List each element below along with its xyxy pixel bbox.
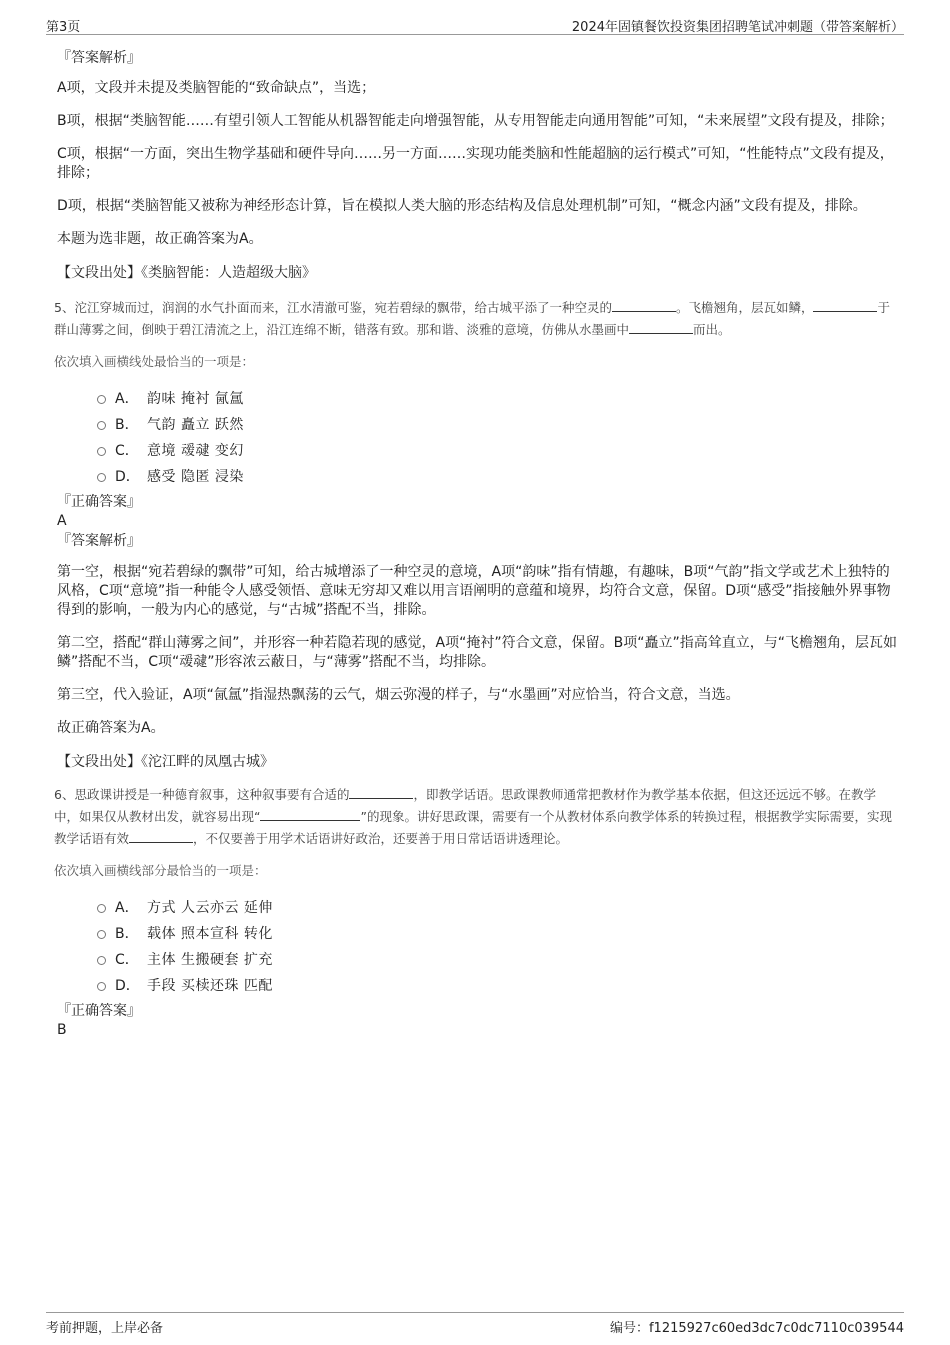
analysis-conclusion: 故正确答案为A。 bbox=[57, 720, 165, 736]
option-d[interactable]: D． 感受 隐匿 浸染 bbox=[97, 463, 897, 489]
radio-icon[interactable] bbox=[97, 473, 106, 482]
fill-blank bbox=[349, 785, 413, 799]
document-title: 2024年固镇餐饮投资集团招聘笔试冲刺题（带答案解析） bbox=[571, 20, 904, 35]
option-a[interactable]: A． 方式 人云亦云 延伸 bbox=[97, 894, 897, 920]
question-6-stem: 6、思政课讲授是一种德育叙事，这种叙事要有合适的 ，即教学话语。思政课教师通常把教材作为教学基本依据，但这还远远不够。在教学中，如果仅从教材出发，就容易出现“ ”的现象。讲好思政课，需要有一个从教材体系向教学体系的转换过程，根据教学实际需要，实现教学话语有效 ，不仅要善于用学术话语讲好政治，还要善于用日常话语讲透理论。 bbox=[54, 787, 892, 846]
option-c[interactable]: C． 意境 叆叇 变幻 bbox=[97, 437, 897, 463]
radio-icon[interactable] bbox=[97, 930, 106, 939]
correct-answer-label: 『正确答案』 bbox=[57, 1003, 141, 1019]
fill-blank bbox=[612, 298, 676, 312]
page-number: 第3页 bbox=[46, 20, 81, 35]
analysis-paragraph: 第二空，搭配“群山薄雾之间”，并形容一种若隐若现的感觉，A项“掩衬”符合文意，保留。B项“矗立”指高耸直立，与“飞檐翘角，层瓦如鳞”搭配不当，C项“叆叇”形容浓云蔽日，与“薄雾”搭配不当，均排除。 bbox=[57, 635, 897, 670]
analysis-label: 『答案解析』 bbox=[57, 50, 141, 66]
analysis-line: C项，根据“一方面，突出生物学基础和硬件导向……另一方面……实现功能类脑和性能超脑的运行模式”可知，“性能特点”文段有提及，排除； bbox=[57, 146, 894, 181]
analysis-label: 『答案解析』 bbox=[57, 533, 141, 549]
passage-source: 【文段出处】《沱江畔的凤凰古城》 bbox=[57, 754, 274, 770]
option-d[interactable]: D． 手段 买椟还珠 匹配 bbox=[97, 972, 897, 998]
radio-icon[interactable] bbox=[97, 395, 106, 404]
footer-slogan: 考前押题，上岸必备 bbox=[46, 1321, 164, 1336]
analysis-line: B项，根据“类脑智能……有望引领人工智能从机器智能走向增强智能，从专用智能走向通用智能”可知，“未来展望”文段有提及，排除； bbox=[57, 113, 894, 129]
page-header bbox=[46, 14, 904, 35]
page-content bbox=[54, 42, 897, 1039]
radio-icon[interactable] bbox=[97, 904, 106, 913]
radio-icon[interactable] bbox=[97, 421, 106, 430]
option-c[interactable]: C． 主体 生搬硬套 扩充 bbox=[97, 946, 897, 972]
document-code: 编号：f1215927c60ed3dc7c0dc7110c039544 bbox=[609, 1321, 904, 1336]
option-a[interactable]: A． 韵味 掩衬 氤氲 bbox=[97, 385, 897, 411]
correct-answer-label: 『正确答案』 bbox=[57, 494, 141, 510]
analysis-paragraph: 第一空，根据“宛若碧绿的飘带”可知，给古城增添了一种空灵的意境，A项“韵味”指有情趣，有趣味，B项“气韵”指文学或艺术上独特的风格，C项“意境”指一种能令人感受领悟、意味无穷却又难以用言语阐明的意蕴和境界，均符合文意，保留。D项“感受”指接触外界事物得到的影响，一般为内心的感觉，与“古城”搭配不当，排除。 bbox=[57, 564, 891, 618]
analysis-line: D项，根据“类脑智能又被称为神经形态计算，旨在模拟人类大脑的形态结构及信息处理机制”可知，“概念内涵”文段有提及，排除。 bbox=[57, 198, 867, 214]
correct-answer: B bbox=[57, 1022, 67, 1038]
page-footer bbox=[46, 1312, 904, 1335]
analysis-paragraph: 第三空，代入验证，A项“氤氲”指湿热飘荡的云气，烟云弥漫的样子，与“水墨画”对应恰当，符合文意，当选。 bbox=[57, 687, 740, 703]
question-5-prompt: 依次填入画横线处最恰当的一项是： bbox=[54, 354, 255, 369]
fill-blank bbox=[260, 807, 360, 821]
correct-answer: A bbox=[57, 513, 67, 529]
radio-icon[interactable] bbox=[97, 447, 106, 456]
option-b[interactable]: B． 气韵 矗立 跃然 bbox=[97, 411, 897, 437]
fill-blank bbox=[813, 298, 877, 312]
question-6-options bbox=[97, 894, 897, 998]
passage-source: 【文段出处】《类脑智能：人造超级大脑》 bbox=[57, 265, 316, 281]
question-5-options bbox=[97, 385, 897, 489]
question-6-prompt: 依次填入画横线部分最恰当的一项是： bbox=[54, 863, 267, 878]
analysis-line: A项，文段并未提及类脑智能的“致命缺点”，当选； bbox=[57, 80, 376, 96]
fill-blank bbox=[129, 829, 193, 843]
option-b[interactable]: B． 载体 照本宣科 转化 bbox=[97, 920, 897, 946]
radio-icon[interactable] bbox=[97, 956, 106, 965]
analysis-conclusion: 本题为选非题，故正确答案为A。 bbox=[57, 231, 263, 247]
question-5-stem: 5、沱江穿城而过，润润的水气扑面而来，江水清澈可鉴，宛若碧绿的飘带，给古城平添了一种空灵的 。飞檐翘角，层瓦如鳞， 于群山薄雾之间，倒映于碧江清流之上，沿江连绵不断，错落有致。那和谐、淡雅的意境，仿佛从水墨画中 而出。 bbox=[54, 300, 890, 337]
radio-icon[interactable] bbox=[97, 982, 106, 991]
fill-blank bbox=[629, 320, 693, 334]
